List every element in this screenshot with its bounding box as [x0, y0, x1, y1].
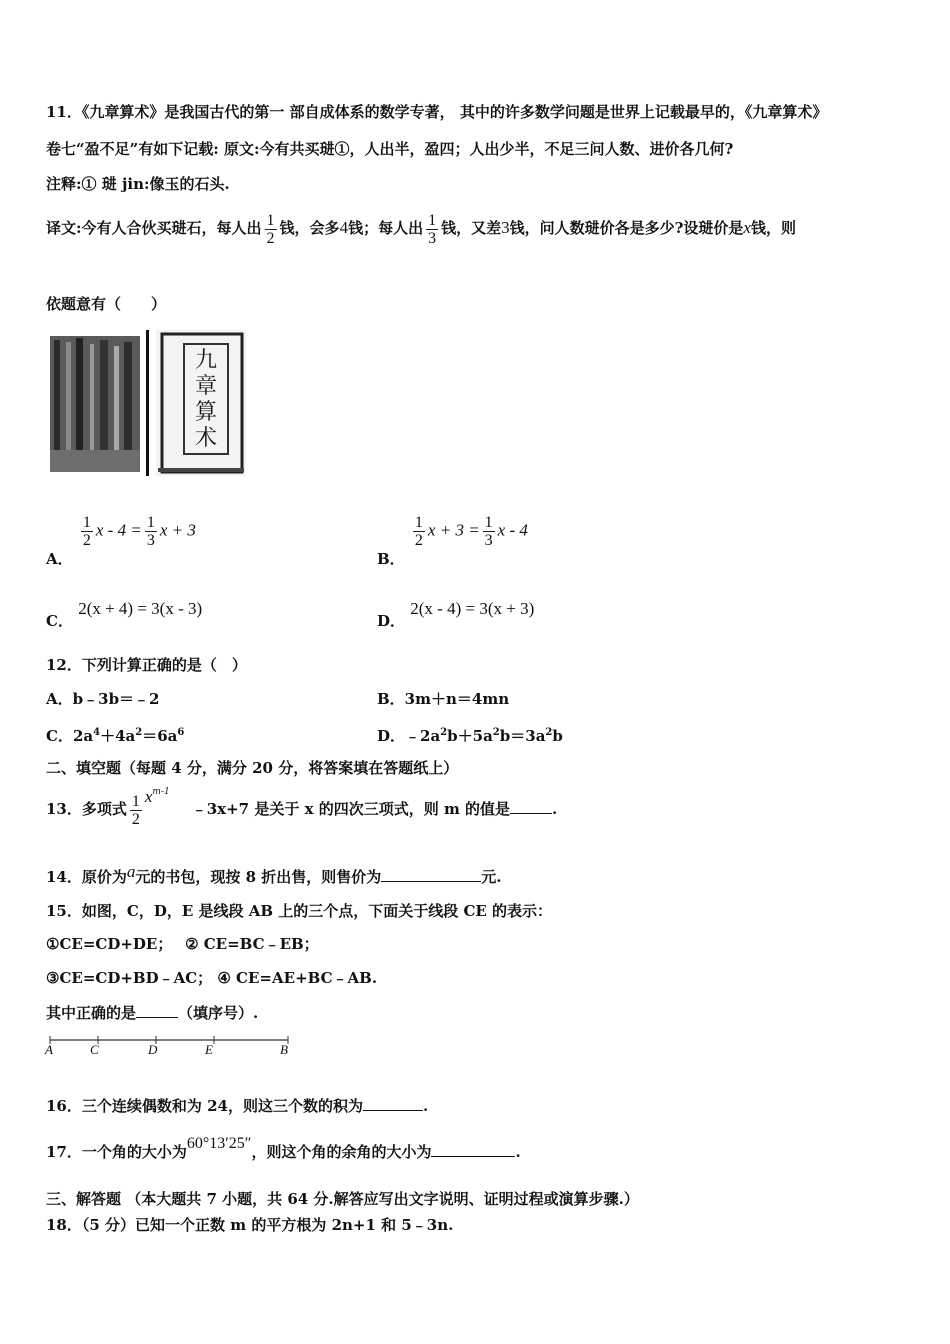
var-x: x	[743, 218, 751, 237]
q12-option-d[interactable]	[377, 723, 563, 746]
option-d[interactable]	[377, 598, 535, 630]
frac-num: 1	[82, 514, 91, 531]
q12c-exp: 6	[177, 727, 185, 738]
option-b-label: B．	[377, 549, 405, 568]
q16-answer-blank[interactable]	[363, 1096, 423, 1111]
segment-line	[44, 1034, 294, 1060]
q16-end: .	[422, 1097, 429, 1115]
section-3-heading: 三、解答题 （本大题共 7 小题，共 64 分.解答应写出文字说明、证明过程或演算步骤.）	[46, 1190, 639, 1208]
q11-trans-e: 钱，问人数琎价各是多少?设琎价是	[509, 219, 744, 237]
q15-row1: ①CE=CD+DE； ② CE=BC﹣EB；	[46, 935, 319, 953]
frac-den: 3	[146, 532, 155, 549]
q14	[46, 862, 502, 887]
point-label-b: B	[280, 1042, 288, 1057]
q11-note: 注释:① 琎 jin:像玉的石头.	[46, 175, 230, 193]
q17	[46, 1135, 521, 1163]
q13-answer-blank[interactable]	[510, 799, 552, 814]
fraction-one-third	[426, 212, 438, 247]
q15-ask-post: （填序号）.	[178, 1004, 259, 1022]
frac-num: 1	[146, 514, 155, 531]
point-label-a: A	[45, 1042, 53, 1057]
q17-pre: 17．一个角的大小为	[46, 1143, 187, 1161]
q12-stem: 12．下列计算正确的是（ ）	[46, 656, 247, 674]
fraction-one-third	[145, 514, 157, 549]
q11-trans-d: 钱，又差	[441, 219, 502, 237]
option-b[interactable]	[377, 514, 528, 568]
q15-row2: ③CE=CD+BD﹣AC； ④ CE=AE+BC﹣AB.	[46, 969, 378, 987]
q12-option-c[interactable]	[46, 723, 184, 746]
q11-trans-a: 译文:今有人合伙买琎石，每人出	[46, 219, 262, 237]
q16	[46, 1096, 428, 1116]
q13-exp: m-1	[152, 787, 170, 797]
q15-ask-pre: 其中正确的是	[46, 1004, 137, 1022]
option-a[interactable]	[46, 514, 196, 568]
frac-den: 2	[414, 532, 423, 549]
option-c-equation: 2(x + 4) = 3(x - 3)	[78, 599, 203, 618]
frac-den: 3	[428, 229, 437, 247]
q12c-exp: 2	[135, 727, 143, 738]
q14-answer-blank[interactable]	[381, 867, 481, 882]
q11-line2: 卷七“盈不足”有如下记载: 原文:今有共买琎①，人出半，盈四；人出少半，不足三问人数、进价各几何?	[46, 140, 734, 158]
frac-den: 3	[484, 532, 493, 549]
q11-line1: 11．《九章算术》是我国古代的第一 部自成体系的数学专著， 其中的许多数学问题是世界上记载最早的，《九章算术》	[46, 103, 828, 121]
option-c[interactable]	[46, 598, 203, 630]
fraction-one-half	[130, 793, 142, 828]
q17-answer-blank[interactable]	[431, 1142, 515, 1157]
q11-trans-f: 钱，则	[750, 219, 796, 237]
book-image	[50, 330, 246, 476]
q11-trans-b: 钱，会多	[279, 219, 340, 237]
point-label-c: C	[90, 1042, 99, 1057]
section-2-heading: 二、填空题（每题 4 分，满分 20 分，将答案填在答题纸上）	[46, 759, 459, 777]
option-d-equation: 2(x - 4) = 3(x + 3)	[410, 599, 535, 618]
option-a-label: A．	[46, 549, 73, 568]
q14-end: 元.	[481, 868, 502, 886]
num-four: 4	[339, 218, 349, 237]
frac-num: 1	[428, 211, 437, 229]
q12c-part: ＋4a	[100, 727, 136, 745]
frac-den: 2	[82, 532, 91, 549]
q12d-part: D．﹣2a	[377, 727, 441, 745]
option-b-mid: x + 3 =	[427, 520, 480, 540]
q13-var: x	[144, 787, 153, 806]
q15-answer-blank[interactable]	[136, 1003, 178, 1018]
frac-den: 2	[266, 229, 275, 247]
book-title: 九章算术	[194, 348, 217, 451]
q14-post: 元的书包，现按 8 折出售，则售价为	[135, 868, 382, 886]
option-a-mid: x - 4 =	[95, 520, 142, 540]
fraction-one-half	[265, 212, 277, 247]
q12d-part: b＝3a	[499, 727, 546, 745]
q14-pre: 14．原价为	[46, 868, 127, 886]
q14-var: a	[126, 862, 136, 881]
q12c-part: ＝6a	[142, 727, 178, 745]
q12d-part: b	[552, 727, 563, 745]
q13	[46, 786, 557, 829]
q12d-exp: 2	[545, 727, 553, 738]
q12d-part: b＋5a	[447, 727, 493, 745]
q17-end: .	[515, 1143, 521, 1161]
frac-den: 2	[131, 810, 140, 828]
q15-ask	[46, 1003, 258, 1023]
q11-prompt: 依题意有（ ）	[46, 295, 167, 313]
frac-num: 1	[131, 792, 140, 810]
q17-angle: 60°13′25″	[186, 1135, 252, 1152]
q12-option-b[interactable]: B．3m＋n＝4mn	[377, 690, 510, 708]
point-label-e: E	[205, 1042, 213, 1057]
num-three: 3	[501, 218, 510, 237]
q13-end: .	[552, 800, 558, 818]
fraction-one-half	[81, 514, 93, 549]
q11-translation	[46, 208, 796, 248]
q12d-exp: 2	[440, 727, 448, 738]
q13-pre: 13．多项式	[46, 800, 127, 818]
point-label-d: D	[148, 1042, 158, 1057]
q17-post: ，则这个角的余角的大小为	[251, 1143, 432, 1161]
frac-num: 1	[266, 211, 275, 229]
option-a-end: x + 3	[159, 520, 196, 540]
q13-post: ﹣3x+7 是关于 x 的四次三项式，则 m 的值是	[191, 800, 511, 818]
fraction-one-half	[413, 514, 425, 549]
fraction-one-third	[483, 514, 495, 549]
q18: 18．（5 分）已知一个正数 m 的平方根为 2n+1 和 5﹣3n.	[46, 1216, 454, 1234]
q12c-part: C．2a	[46, 727, 94, 745]
frac-num: 1	[484, 514, 493, 531]
segment-figure	[44, 1034, 294, 1060]
q12-option-a[interactable]: A．b﹣3b＝﹣2	[46, 690, 160, 708]
frac-num: 1	[414, 514, 423, 531]
q12d-exp: 2	[492, 727, 500, 738]
q12c-exp: 4	[93, 727, 101, 738]
q16-text: 16．三个连续偶数和为 24，则这三个数的积为	[46, 1097, 363, 1115]
q15-stem: 15．如图，C，D，E 是线段 AB 上的三个点，下面关于线段 CE 的表示：	[46, 902, 553, 920]
q11-trans-c: 钱；每人出	[348, 219, 424, 237]
option-c-label: C．	[46, 612, 73, 630]
option-b-end: x - 4	[497, 520, 528, 540]
option-d-label: D．	[377, 612, 406, 630]
